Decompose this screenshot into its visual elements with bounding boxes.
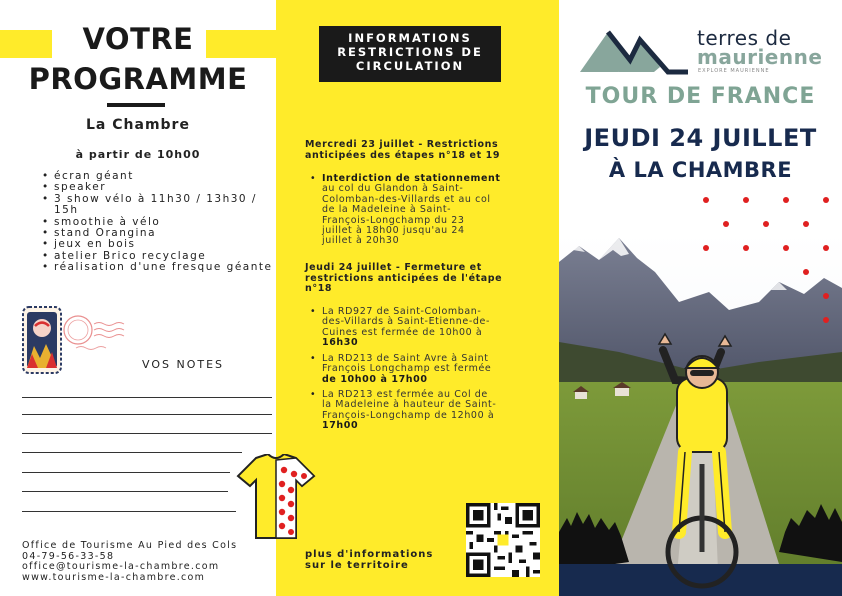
qr-code-icon[interactable] [466, 503, 540, 577]
note-line [22, 414, 272, 415]
day1-heading-line: anticipées des étapes n°18 et 19 [305, 149, 501, 161]
info-heading-box [319, 26, 501, 82]
more-info-line: sur le territoire [305, 560, 409, 571]
note-line [22, 511, 236, 512]
day2-item [322, 307, 538, 349]
logo-text-terres: terres de [697, 26, 792, 50]
day2-heading-line: Jeudi 24 juillet - Fermeture et [305, 262, 482, 273]
title-votre: VOTRE [82, 22, 194, 56]
note-line [22, 433, 272, 434]
day1-heading [305, 140, 537, 161]
item-line: • La RD213 de Saint Avre à Saint [322, 353, 489, 364]
event-date: JEUDI 24 JUILLET [584, 124, 817, 152]
item-line: Colomban-des-Villards et au col [322, 193, 491, 205]
title-programme: PROGRAMME [28, 62, 248, 96]
item-line: de la Madeleine à Saint- [322, 204, 452, 216]
more-info-line: plus d'informations [305, 549, 434, 560]
item-line: François Longchamp est fermée [322, 363, 492, 375]
start-time: à partir de 10h00 [75, 148, 201, 161]
office-name: Office de Tourisme Au Pied des Cols [22, 540, 238, 551]
day2-item [322, 390, 538, 432]
item-line: la Madeleine à hauteur de Saint- [322, 399, 497, 411]
postmark-icon [56, 310, 126, 356]
info-heading-line: INFORMATIONS [348, 31, 472, 45]
item-line: Cuines est fermée de 10h00 à [322, 326, 483, 338]
day2-heading-line: restrictions anticipées de l'étape [305, 272, 503, 284]
office-phone[interactable]: 04-79-56-33-58 [22, 550, 115, 562]
program-item: • stand Orangina [42, 228, 274, 239]
item-line: François-Longchamp de 12h00 à [322, 409, 495, 421]
item-line: juillet à 18h00 jusqu'au 24 [322, 225, 465, 237]
event-title: TOUR DE FRANCE [585, 84, 816, 109]
logo-text-maurienne: maurienne [697, 45, 823, 69]
more-info-text [305, 549, 465, 571]
item-line: • La RD927 de Saint-Colomban- [322, 306, 482, 317]
program-item: • atelier Brico recyclage [42, 251, 274, 262]
office-website[interactable]: www.tourisme-la-chambre.com [22, 571, 206, 583]
program-item: • smoothie à vélo [42, 217, 274, 228]
note-line [22, 452, 242, 453]
note-line [22, 397, 272, 398]
office-email[interactable]: office@tourisme-la-chambre.com [22, 561, 220, 572]
program-list [42, 171, 274, 274]
item-line: • La RD213 est fermée au Col de [322, 389, 488, 400]
item-line: 17h00 [322, 420, 359, 432]
program-item: • speaker [42, 182, 274, 193]
note-line [22, 472, 230, 473]
item-line: des-Villards à Saint-Etienne-de- [322, 316, 490, 328]
notes-label: VOS NOTES [142, 358, 225, 371]
day1-heading-line: Mercredi 23 juillet - Restrictions [305, 139, 499, 150]
day2-heading-line: n°18 [305, 283, 333, 294]
note-line [22, 491, 228, 492]
event-location: À LA CHAMBRE [608, 158, 793, 182]
info-heading-line: CIRCULATION [355, 59, 465, 73]
item-line: au col du Glandon à Saint- [322, 183, 464, 195]
day2-heading [305, 263, 537, 295]
day1-item [322, 174, 538, 247]
place-name: La Chambre [86, 117, 190, 133]
logo-tagline: EXPLORE MAURIENNE [698, 68, 770, 74]
item-line: de 10h00 à 17h00 [322, 373, 428, 385]
item-line: François-Longchamp du 23 [322, 214, 465, 226]
program-item: • jeux en bois [42, 239, 274, 250]
program-item: • 3 show vélo à 11h30 / 13h30 / 15h [42, 194, 274, 217]
day2-item [322, 354, 538, 385]
item-line: 16h30 [322, 337, 359, 349]
item-line: • Interdiction de stationnement [322, 173, 501, 184]
contact-block [22, 541, 272, 583]
polka-jersey-icon [236, 454, 316, 540]
item-line: juillet à 20h30 [322, 235, 400, 247]
info-heading-line: RESTRICTIONS DE [337, 45, 483, 59]
red-dots-decoration [700, 196, 842, 336]
title-divider [107, 103, 165, 107]
program-item: • écran géant [42, 171, 274, 182]
program-item: • réalisation d'une fresque géante [42, 262, 274, 273]
